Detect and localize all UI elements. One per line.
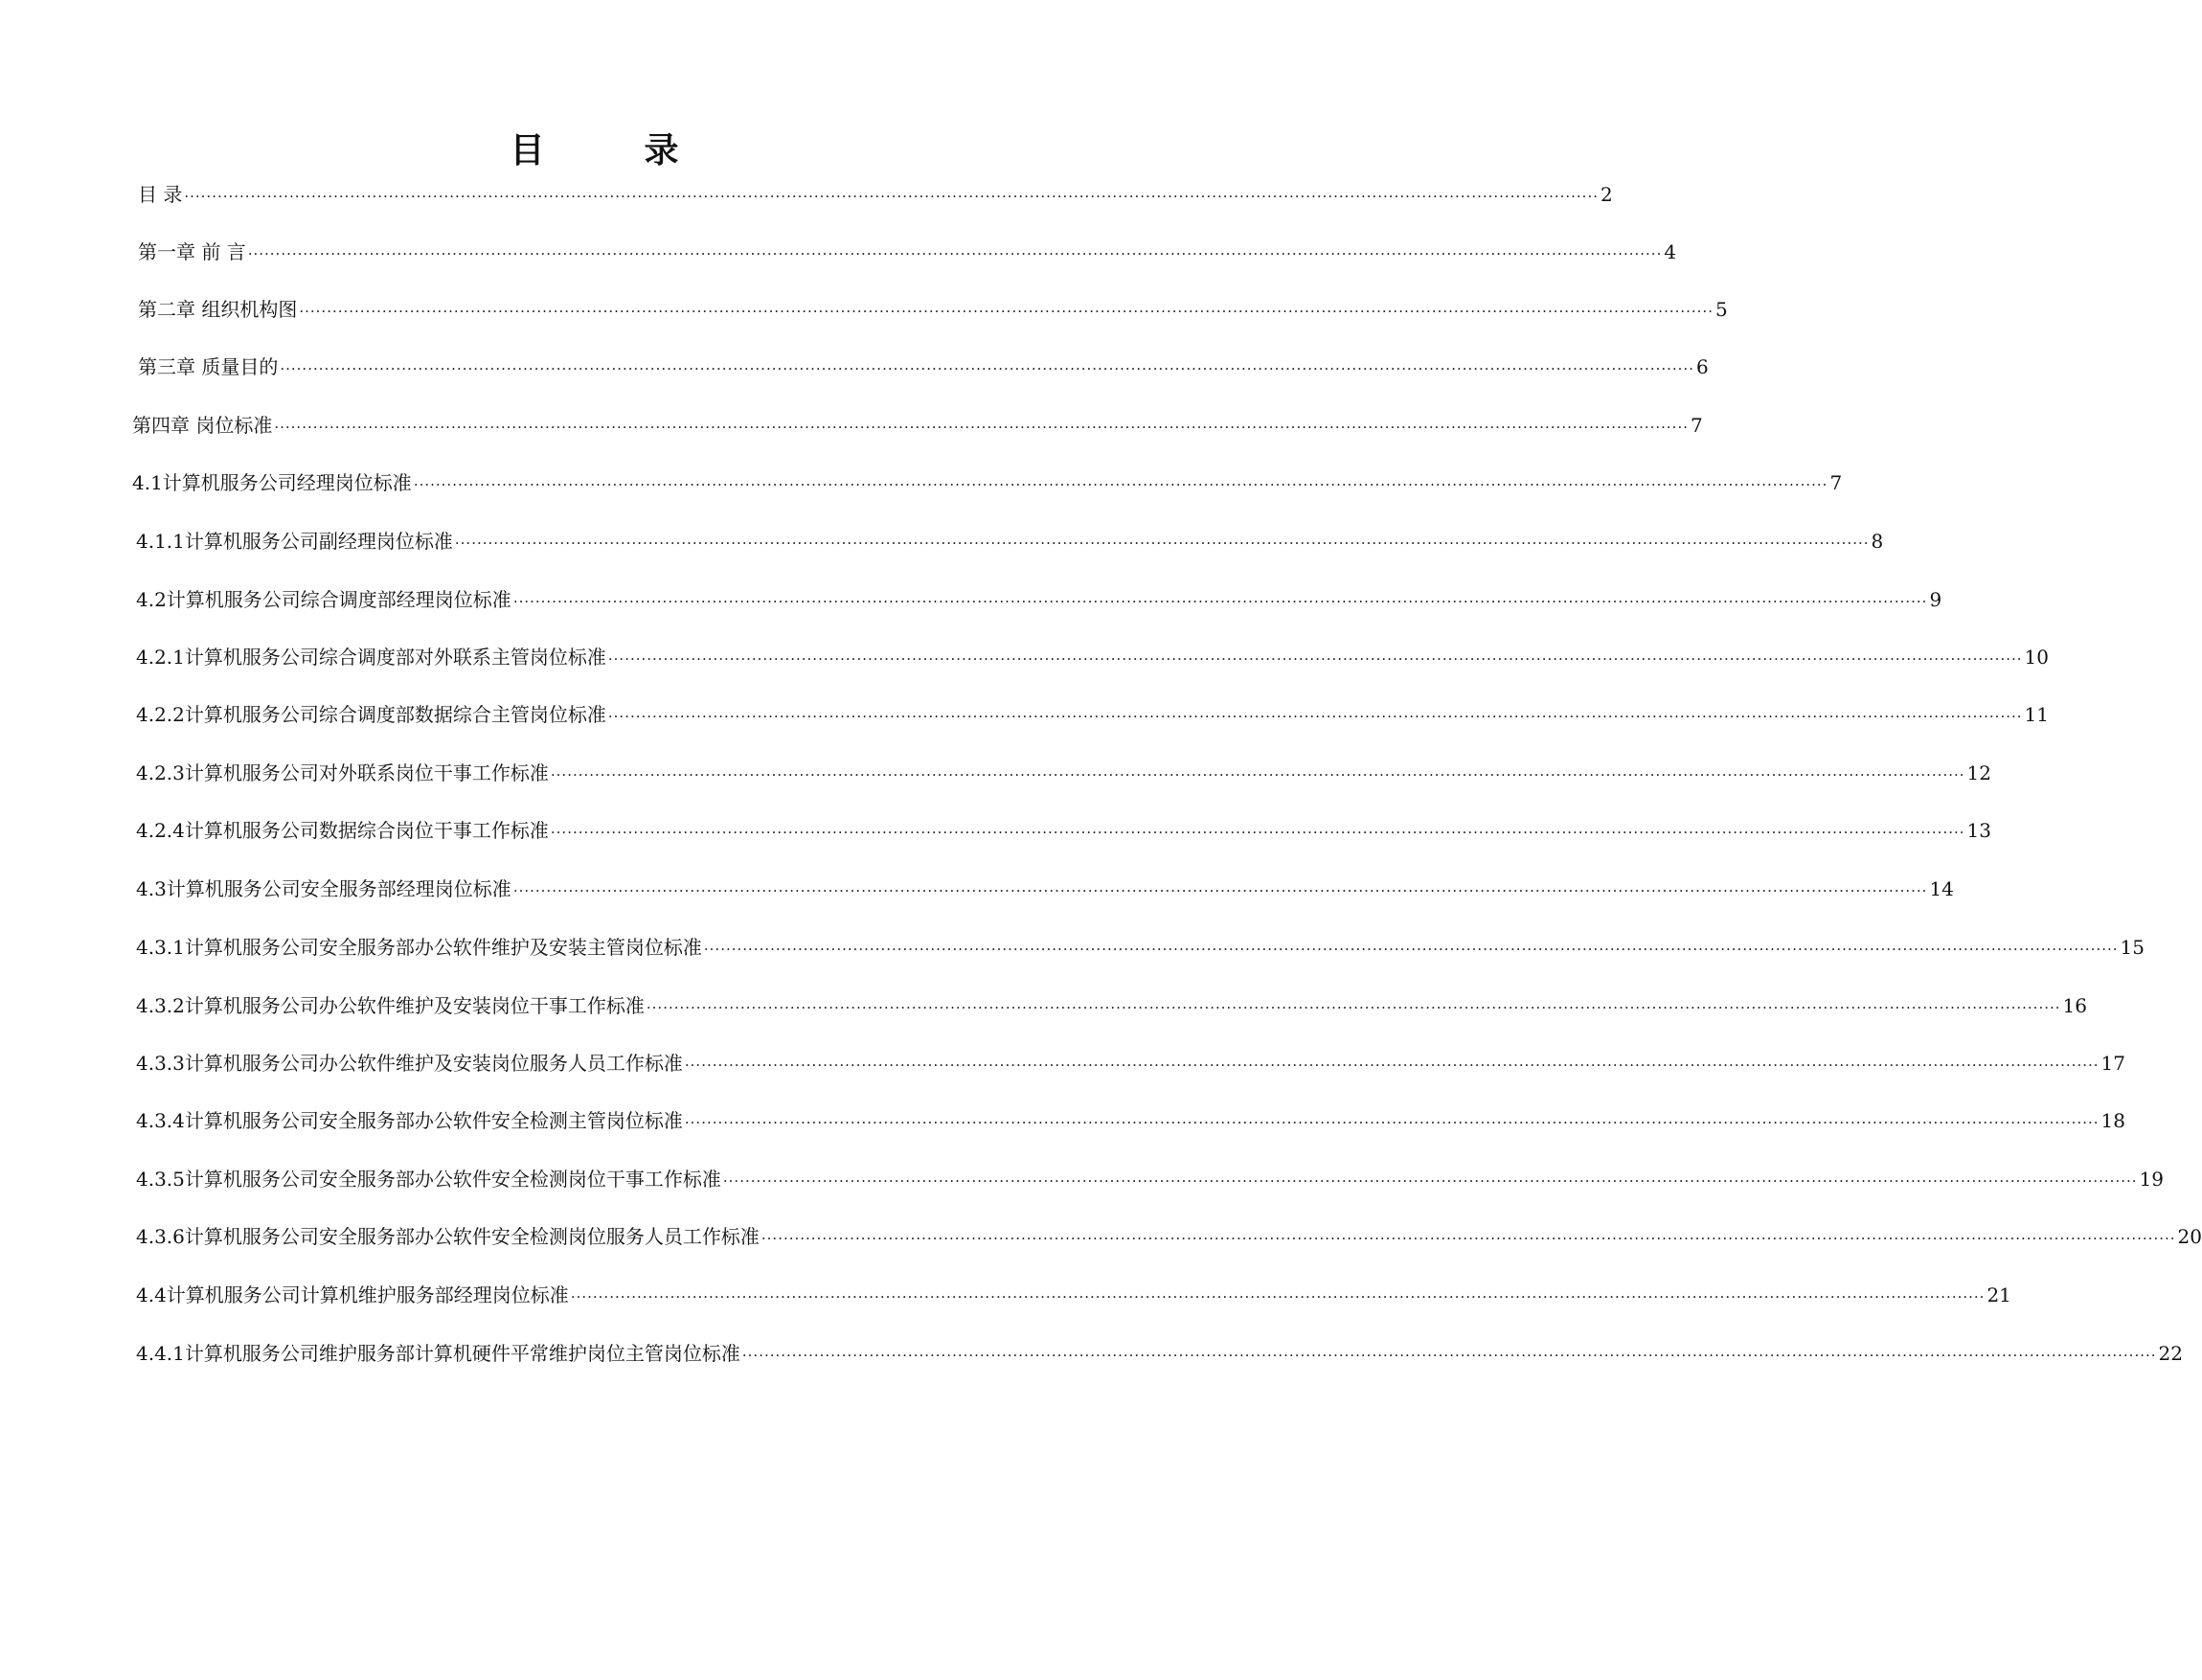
- toc-entry-label: 4.2.3计算机服务公司对外联系岗位干事工作标准: [136, 761, 549, 784]
- toc-entry-label: 4.2.4计算机服务公司数据综合岗位干事工作标准: [136, 819, 549, 842]
- toc-page-number: 13: [1966, 819, 1991, 842]
- toc-page-number: 11: [2024, 703, 2049, 726]
- toc-entry[interactable]: [136, 816, 1991, 847]
- toc-entry-label: 第一章 前 言: [138, 240, 246, 263]
- toc-entry[interactable]: [132, 468, 1843, 499]
- toc-page-number: 19: [2139, 1168, 2164, 1191]
- toc-dot-leader: ································································································································································································································································: [280, 360, 1694, 377]
- toc-dot-leader: ································································································································································································································································: [760, 1230, 2176, 1247]
- toc-entry[interactable]: [136, 759, 1991, 789]
- toc-entry[interactable]: [136, 1106, 2125, 1137]
- toc-dot-leader: ································································································································································································································································: [684, 1114, 2100, 1131]
- toc-page-number: 6: [1695, 355, 1709, 378]
- toc-dot-leader: ································································································································································································································································: [646, 999, 2061, 1016]
- toc-entry[interactable]: [132, 411, 1703, 442]
- toc-entry-label: 目 录: [138, 183, 183, 206]
- toc-dot-leader: ································································································································································································································································: [299, 303, 1714, 320]
- toc-entry-label: 4.3.3计算机服务公司办公软件维护及安装岗位服务人员工作标准: [136, 1052, 683, 1075]
- toc-page-number: 12: [1966, 761, 1991, 784]
- toc-entry-label: 4.4计算机服务公司计算机维护服务部经理岗位标准: [136, 1283, 569, 1306]
- toc-page-number: 16: [2062, 994, 2087, 1017]
- toc-entry-label: 4.3.1计算机服务公司安全服务部办公软件维护及安装主管岗位标准: [136, 936, 702, 959]
- toc-entry-label: 4.3计算机服务公司安全服务部经理岗位标准: [136, 877, 511, 900]
- toc-page-number: 17: [2100, 1052, 2125, 1075]
- toc-page-number: 5: [1714, 298, 1728, 321]
- toc-page-number: 9: [1929, 588, 1942, 611]
- toc-dot-leader: ································································································································································································································································: [741, 1347, 2157, 1364]
- toc-page-number: 21: [1986, 1283, 2011, 1306]
- toc-page-number: 4: [1664, 240, 1677, 263]
- toc-entry-label: 4.4.1计算机服务公司维护服务部计算机硬件平常维护岗位主管岗位标准: [136, 1342, 740, 1365]
- toc-entry[interactable]: [136, 1339, 2183, 1370]
- toc-entry-label: 第三章 质量目的: [138, 355, 279, 378]
- toc-entry-label: 4.1计算机服务公司经理岗位标准: [132, 471, 412, 494]
- toc-page-number: 14: [1929, 877, 1954, 900]
- toc-dot-leader: ································································································································································································································································: [184, 188, 1599, 205]
- toc-dot-leader: ································································································································································································································································: [550, 824, 1965, 841]
- toc-dot-leader: ································································································································································································································································: [274, 419, 1689, 436]
- toc-page-number: 2: [1600, 183, 1613, 206]
- toc-dot-leader: ································································································································································································································································: [247, 245, 1663, 262]
- toc-entry[interactable]: [136, 1222, 2202, 1253]
- toc-page-number: 22: [2158, 1342, 2183, 1365]
- toc-entry[interactable]: [136, 585, 1942, 616]
- toc-dot-leader: ································································································································································································································································: [550, 766, 1965, 783]
- toc-page-number: 18: [2100, 1109, 2125, 1132]
- toc-entry[interactable]: [136, 933, 2145, 964]
- toc-dot-leader: ································································································································································································································································: [512, 593, 1928, 610]
- toc-entry[interactable]: [136, 1049, 2125, 1079]
- toc-entry[interactable]: [138, 238, 1677, 268]
- toc-entry[interactable]: [136, 1281, 2011, 1311]
- toc-entry[interactable]: [136, 643, 2049, 673]
- toc-entry[interactable]: [138, 180, 1613, 211]
- toc-entry-label: 4.3.2计算机服务公司办公软件维护及安装岗位干事工作标准: [136, 994, 645, 1017]
- toc-page-number: 8: [1871, 530, 1884, 553]
- toc-entry-label: 4.2计算机服务公司综合调度部经理岗位标准: [136, 588, 511, 611]
- toc-entry[interactable]: [136, 991, 2087, 1022]
- toc-dot-leader: ································································································································································································································································: [684, 1056, 2100, 1074]
- toc-entry[interactable]: [138, 352, 1709, 383]
- toc-entry[interactable]: [136, 1165, 2164, 1195]
- toc-entry[interactable]: [138, 295, 1728, 326]
- toc-page-number: 7: [1690, 414, 1703, 437]
- toc-entry-label: 4.3.4计算机服务公司安全服务部办公软件安全检测主管岗位标准: [136, 1109, 683, 1132]
- toc-entry[interactable]: [136, 874, 1954, 905]
- toc-entry-label: 4.2.1计算机服务公司综合调度部对外联系主管岗位标准: [136, 646, 606, 669]
- toc-dot-leader: ································································································································································································································································: [607, 708, 2023, 725]
- page-title: 目 录: [510, 130, 712, 170]
- toc-dot-leader: ································································································································································································································································: [703, 941, 2119, 958]
- toc-page-number: 10: [2024, 646, 2049, 669]
- toc-entry-label: 第四章 岗位标准: [132, 414, 273, 437]
- toc-entry-label: 4.2.2计算机服务公司综合调度部数据综合主管岗位标准: [136, 703, 606, 726]
- toc-entry-label: 第二章 组织机构图: [138, 298, 298, 321]
- toc-dot-leader: ································································································································································································································································: [512, 882, 1928, 899]
- toc-entry-label: 4.1.1计算机服务公司副经理岗位标准: [136, 530, 453, 553]
- toc-dot-leader: ································································································································································································································································: [607, 650, 2023, 668]
- toc-page-number: 20: [2177, 1225, 2202, 1248]
- toc-entry-label: 4.3.6计算机服务公司安全服务部办公软件安全检测岗位服务人员工作标准: [136, 1225, 760, 1248]
- toc-entry[interactable]: [136, 527, 1884, 557]
- toc-dot-leader: ································································································································································································································································: [722, 1172, 2138, 1190]
- toc-entry[interactable]: [136, 700, 2049, 731]
- toc-dot-leader: ································································································································································································································································: [454, 534, 1870, 552]
- toc-entry-label: 4.3.5计算机服务公司安全服务部办公软件安全检测岗位干事工作标准: [136, 1168, 721, 1191]
- toc-dot-leader: ································································································································································································································································: [413, 476, 1828, 493]
- toc-page-number: 7: [1829, 471, 1843, 494]
- toc-dot-leader: ································································································································································································································································: [570, 1288, 1986, 1305]
- toc-page-number: 15: [2120, 936, 2145, 959]
